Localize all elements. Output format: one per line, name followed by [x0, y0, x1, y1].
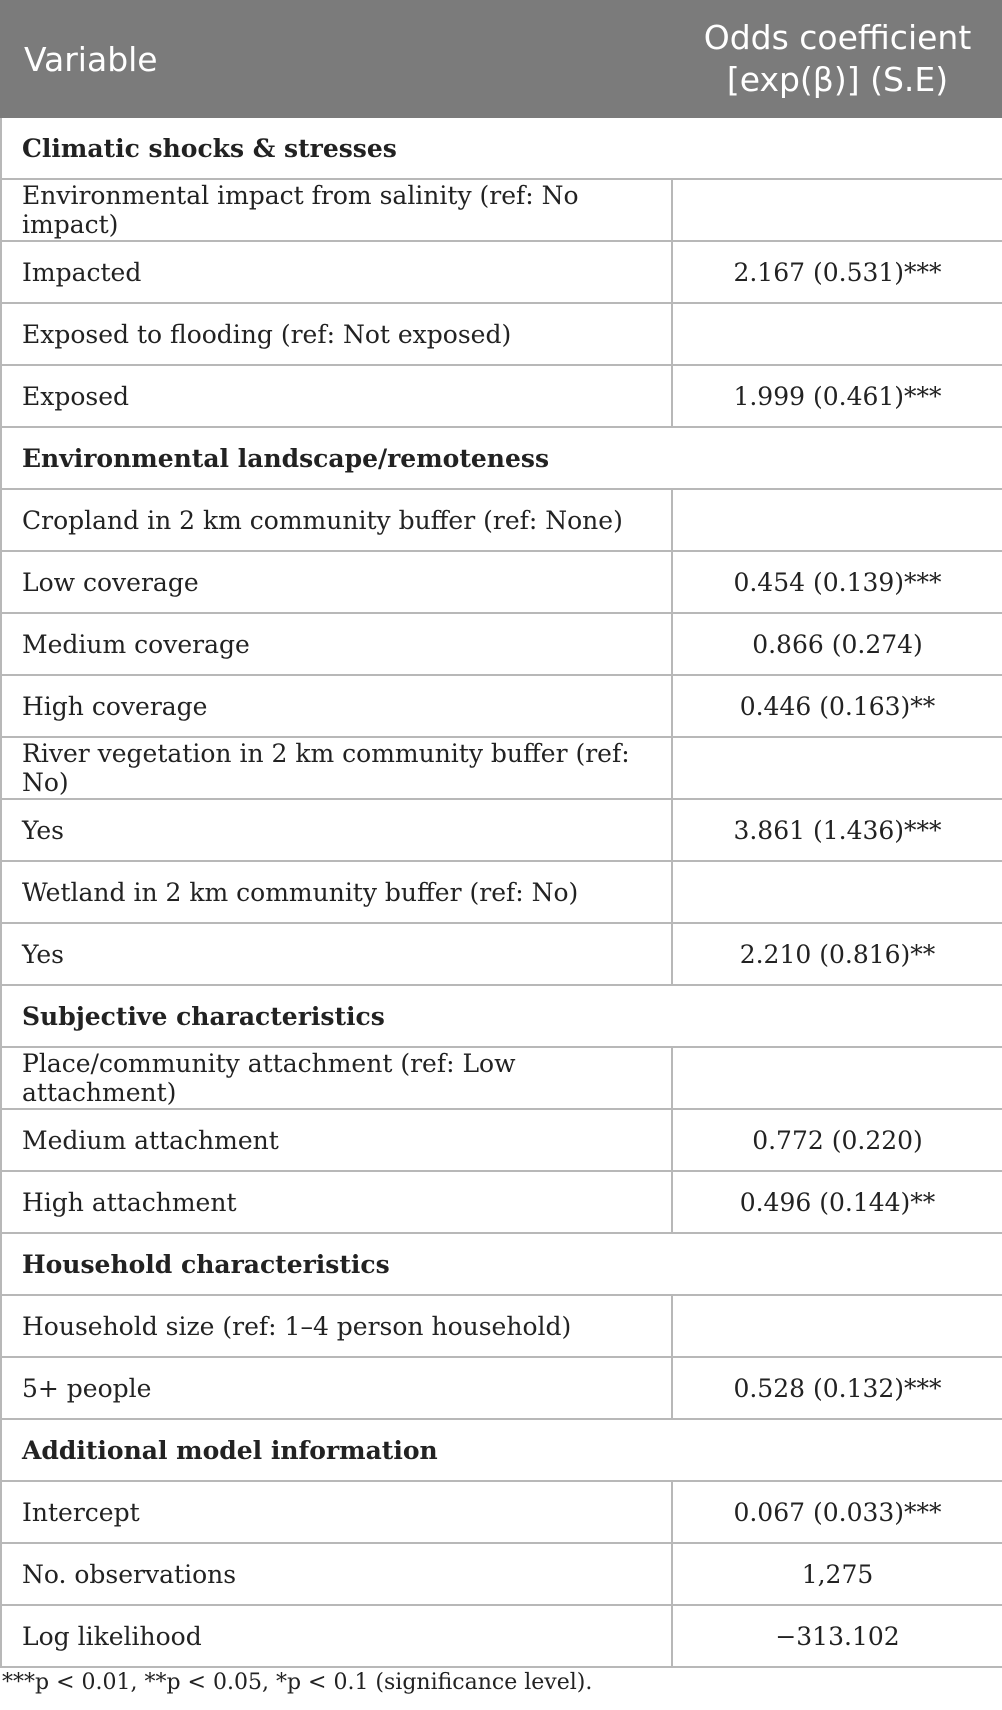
variable-cell: Household size (ref: 1–4 person household) — [1, 1295, 672, 1357]
variable-cell: Intercept — [1, 1481, 672, 1543]
variable-cell: Exposed — [1, 365, 672, 427]
section-row — [1, 985, 1002, 1047]
table-row — [1, 861, 1002, 923]
table-body — [1, 117, 1002, 1667]
table-row — [1, 1543, 1002, 1605]
table-row — [1, 675, 1002, 737]
section-row — [1, 1233, 1002, 1295]
table-row — [1, 303, 1002, 365]
table-row — [1, 1171, 1002, 1233]
section-heading: Environmental landscape/remoteness — [1, 427, 1002, 489]
odds-cell — [672, 303, 1002, 365]
table-header-row — [1, 1, 1002, 117]
table-row — [1, 799, 1002, 861]
section-heading: Subjective characteristics — [1, 985, 1002, 1047]
odds-cell — [672, 1047, 1002, 1109]
table-row — [1, 613, 1002, 675]
odds-cell: 0.866 (0.274) — [672, 613, 1002, 675]
table-row — [1, 1109, 1002, 1171]
section-row — [1, 117, 1002, 179]
header-variable: Variable — [1, 1, 672, 117]
variable-cell: Log likelihood — [1, 1605, 672, 1667]
section-heading: Additional model information — [1, 1419, 1002, 1481]
table-row — [1, 1047, 1002, 1109]
odds-cell: 0.446 (0.163)** — [672, 675, 1002, 737]
variable-cell: Exposed to flooding (ref: Not exposed) — [1, 303, 672, 365]
odds-cell: 3.861 (1.436)*** — [672, 799, 1002, 861]
table-row — [1, 923, 1002, 985]
variable-cell: High attachment — [1, 1171, 672, 1233]
table-row — [1, 1295, 1002, 1357]
odds-cell — [672, 179, 1002, 241]
odds-cell — [672, 1295, 1002, 1357]
table-footnote: ***p < 0.01, **p < 0.05, *p < 0.1 (significance level). — [2, 1670, 593, 1695]
variable-cell: Environmental impact from salinity (ref: No impact) — [1, 179, 672, 241]
odds-cell — [672, 737, 1002, 799]
odds-cell — [672, 489, 1002, 551]
table-row — [1, 1481, 1002, 1543]
odds-cell: 0.067 (0.033)*** — [672, 1481, 1002, 1543]
variable-cell: Medium coverage — [1, 613, 672, 675]
odds-cell: 2.167 (0.531)*** — [672, 241, 1002, 303]
odds-cell: 0.496 (0.144)** — [672, 1171, 1002, 1233]
variable-cell: Medium attachment — [1, 1109, 672, 1171]
odds-cell: 1,275 — [672, 1543, 1002, 1605]
odds-cell: 2.210 (0.816)** — [672, 923, 1002, 985]
table-row — [1, 1357, 1002, 1419]
variable-cell: Cropland in 2 km community buffer (ref: None) — [1, 489, 672, 551]
section-row — [1, 1419, 1002, 1481]
variable-cell: Low coverage — [1, 551, 672, 613]
header-odds-coefficient — [672, 1, 1002, 117]
variable-cell: Yes — [1, 923, 672, 985]
header-odds-line1: Odds coefficient — [703, 18, 972, 57]
variable-cell: Wetland in 2 km community buffer (ref: No) — [1, 861, 672, 923]
odds-cell: 0.528 (0.132)*** — [672, 1357, 1002, 1419]
section-row — [1, 427, 1002, 489]
variable-cell: Impacted — [1, 241, 672, 303]
section-heading: Climatic shocks & stresses — [1, 117, 1002, 179]
table-row — [1, 551, 1002, 613]
odds-cell — [672, 861, 1002, 923]
table-row — [1, 179, 1002, 241]
variable-cell: Yes — [1, 799, 672, 861]
variable-cell: No. observations — [1, 1543, 672, 1605]
odds-cell: 1.999 (0.461)*** — [672, 365, 1002, 427]
table-row — [1, 489, 1002, 551]
table-row — [1, 1605, 1002, 1667]
variable-cell: 5+ people — [1, 1357, 672, 1419]
odds-cell: 0.454 (0.139)*** — [672, 551, 1002, 613]
table-row — [1, 737, 1002, 799]
variable-cell: Place/community attachment (ref: Low attachment) — [1, 1047, 672, 1109]
variable-cell: River vegetation in 2 km community buffer (ref: No) — [1, 737, 672, 799]
odds-cell: −313.102 — [672, 1605, 1002, 1667]
header-odds-line2: [exp(β)] (S.E) — [726, 60, 949, 99]
odds-cell: 0.772 (0.220) — [672, 1109, 1002, 1171]
variable-cell: High coverage — [1, 675, 672, 737]
table-row — [1, 365, 1002, 427]
table-row — [1, 241, 1002, 303]
section-heading: Household characteristics — [1, 1233, 1002, 1295]
